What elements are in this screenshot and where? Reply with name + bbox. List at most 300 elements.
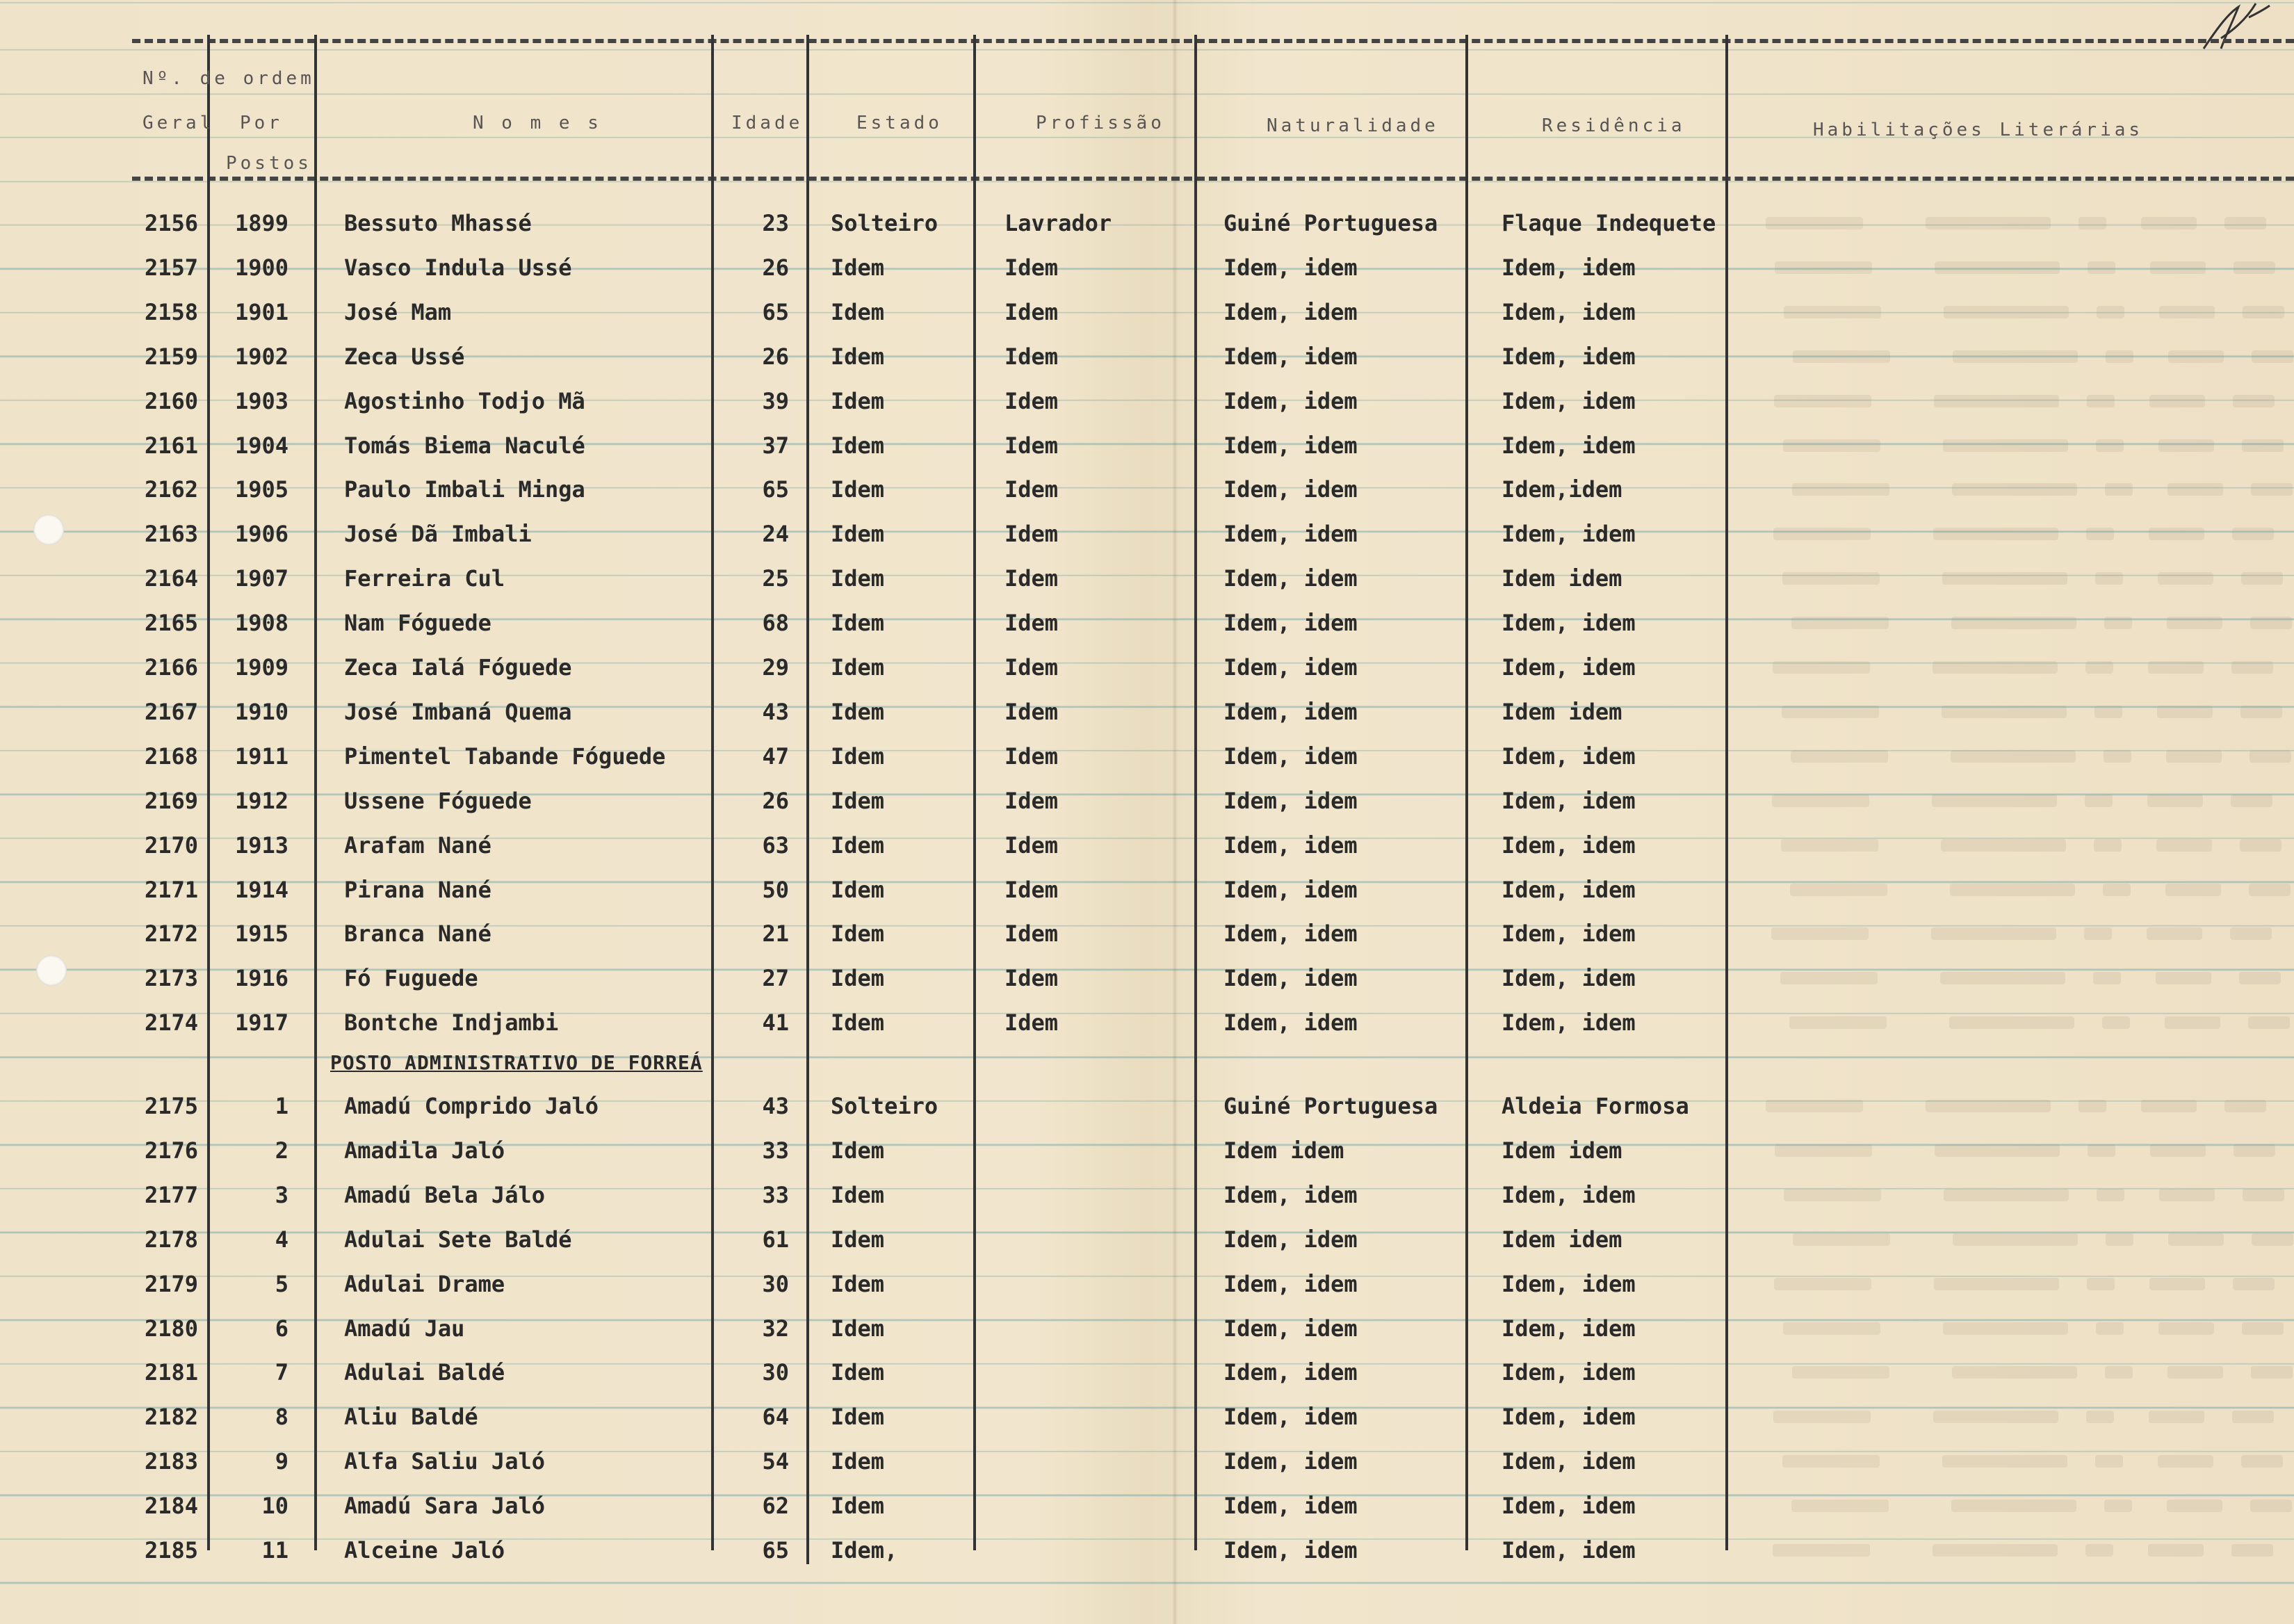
bleed-mark	[1782, 706, 1879, 718]
bleed-mark	[1934, 395, 2059, 407]
row-age: 24	[762, 521, 789, 548]
bleed-mark	[2240, 706, 2282, 718]
bleed-mark	[2084, 927, 2112, 940]
row-residence: Idem idem	[1502, 565, 1622, 592]
row-name: Amadú Jau	[344, 1315, 465, 1342]
row-status: Idem	[831, 1009, 885, 1037]
row-posto: 1915	[234, 920, 288, 948]
row-status: Idem	[831, 1270, 885, 1297]
row-geral: 2162	[144, 476, 198, 503]
bleed-mark	[1792, 1366, 1889, 1379]
bleed-mark	[1952, 483, 2077, 496]
table-row	[0, 1089, 2294, 1123]
table-row	[0, 561, 2294, 596]
row-geral: 2159	[144, 343, 198, 370]
row-geral: 2166	[144, 654, 198, 681]
row-geral: 2173	[144, 965, 198, 992]
bleed-mark	[2231, 661, 2273, 674]
row-age: 27	[762, 965, 789, 992]
bleed-mark	[1793, 350, 1890, 363]
bleed-mark	[2150, 1144, 2206, 1157]
bleed-mark	[1791, 617, 1889, 629]
row-status: Idem,	[831, 1537, 898, 1564]
bleed-mark	[2167, 1500, 2222, 1512]
row-age: 54	[762, 1448, 789, 1475]
row-residence: Idem, idem	[1502, 1404, 1636, 1431]
bleed-mark	[2085, 661, 2113, 674]
row-posto: 5	[275, 1270, 288, 1297]
row-status: Idem	[831, 742, 885, 770]
row-age: 64	[762, 1404, 789, 1431]
row-profession: Idem	[1004, 610, 1059, 637]
bleed-mark	[1933, 528, 2058, 540]
row-profession: Idem	[1004, 476, 1059, 503]
row-age: 23	[762, 210, 789, 236]
table-row	[0, 650, 2294, 685]
faded-bleed-through	[1752, 1362, 2280, 1383]
header-geral: Geral	[143, 113, 215, 133]
row-posto: 9	[275, 1448, 288, 1475]
row-geral: 2172	[144, 920, 198, 948]
bleed-mark	[2088, 1144, 2115, 1157]
row-profession: Idem	[1004, 787, 1059, 814]
bleed-mark	[1781, 839, 1878, 852]
bleed-mark	[1793, 1233, 1890, 1246]
bleed-mark	[1775, 1144, 1872, 1157]
row-birthplace: Idem, idem	[1223, 1448, 1358, 1475]
table-row	[0, 206, 2294, 241]
bleed-mark	[1771, 927, 1869, 940]
row-age: 41	[762, 1009, 789, 1037]
row-geral: 2161	[144, 432, 198, 459]
bleed-mark	[2234, 261, 2275, 274]
row-age: 61	[762, 1226, 789, 1253]
row-name: Bessuto Mhassé	[344, 210, 532, 236]
table-row	[0, 1133, 2294, 1168]
faded-bleed-through	[1752, 213, 2280, 234]
row-birthplace: Idem, idem	[1223, 565, 1358, 592]
row-name: Adulai Baldé	[344, 1359, 505, 1386]
faded-bleed-through	[1752, 790, 2280, 811]
row-name: José Imbaná Quema	[344, 698, 572, 725]
row-name: Nam Fóguede	[344, 610, 491, 637]
row-residence: Idem, idem	[1502, 521, 1636, 548]
bleed-mark	[2165, 1016, 2220, 1029]
row-profession: Idem	[1004, 965, 1059, 992]
bleed-mark	[1942, 1455, 2067, 1468]
bleed-mark	[1783, 439, 1880, 452]
table-row	[0, 517, 2294, 551]
row-residence: Idem, idem	[1502, 1359, 1636, 1386]
header-postos: Postos	[226, 153, 312, 174]
bleed-mark	[2104, 1500, 2132, 1512]
table-row	[0, 1267, 2294, 1301]
table-row	[0, 783, 2294, 818]
bleed-mark	[1942, 572, 2067, 585]
bleed-mark	[1791, 1500, 1889, 1512]
row-status: Idem	[831, 920, 885, 948]
row-status: Idem	[831, 432, 885, 459]
header-top-rule	[132, 39, 2294, 43]
bleed-mark	[2088, 261, 2115, 274]
faded-bleed-through	[1752, 612, 2280, 633]
bleed-mark	[1934, 1278, 2059, 1290]
bleed-mark	[2079, 217, 2106, 229]
row-geral: 2170	[144, 831, 198, 859]
row-residence: Idem, idem	[1502, 1448, 1636, 1475]
row-age: 65	[762, 476, 789, 503]
row-residence: Idem, idem	[1502, 1009, 1636, 1037]
row-geral: 2165	[144, 610, 198, 637]
row-birthplace: Idem, idem	[1223, 476, 1358, 503]
faded-bleed-through	[1752, 1140, 2280, 1161]
bleed-mark	[2105, 1366, 2133, 1379]
faded-bleed-through	[1752, 302, 2280, 323]
row-age: 30	[762, 1359, 789, 1386]
row-birthplace: Idem, idem	[1223, 1009, 1358, 1037]
row-geral: 2174	[144, 1009, 198, 1037]
row-posto: 1900	[234, 254, 288, 281]
row-birthplace: Idem, idem	[1223, 1537, 1358, 1564]
bleed-mark	[1935, 1144, 2060, 1157]
row-posto: 1906	[234, 521, 288, 548]
row-name: Branca Nané	[344, 920, 491, 948]
row-age: 32	[762, 1315, 789, 1342]
row-birthplace: Idem, idem	[1223, 387, 1358, 414]
faded-bleed-through	[1752, 1406, 2280, 1427]
bleed-mark	[2079, 1100, 2106, 1112]
bleed-mark	[2141, 1100, 2197, 1112]
bleed-mark	[2243, 306, 2284, 318]
faded-bleed-through	[1752, 568, 2280, 589]
bleed-mark	[1926, 217, 2051, 229]
row-name: Ussene Fóguede	[344, 787, 532, 814]
row-birthplace: Idem, idem	[1223, 298, 1358, 325]
bleed-mark	[1773, 528, 1871, 540]
row-residence: Idem, idem	[1502, 432, 1636, 459]
row-age: 37	[762, 432, 789, 459]
bleed-mark	[2147, 927, 2202, 940]
row-profession: Idem	[1004, 298, 1059, 325]
row-profession: Idem	[1004, 254, 1059, 281]
bleed-mark	[1935, 261, 2060, 274]
row-geral: 2183	[144, 1448, 198, 1475]
faded-bleed-through	[1752, 1540, 2280, 1561]
row-age: 21	[762, 920, 789, 948]
row-posto: 1913	[234, 831, 288, 859]
row-age: 43	[762, 1093, 789, 1119]
header-naturalidade: Naturalidade	[1267, 115, 1439, 136]
row-profession: Idem	[1004, 876, 1059, 903]
bleed-mark	[2240, 839, 2281, 852]
bleed-mark	[2158, 572, 2213, 585]
bleed-mark	[2234, 1144, 2275, 1157]
row-posto: 1901	[234, 298, 288, 325]
faded-bleed-through	[1752, 479, 2280, 500]
row-residence: Idem, idem	[1502, 610, 1636, 637]
row-birthplace: Idem, idem	[1223, 1315, 1358, 1342]
bleed-mark	[2094, 839, 2122, 852]
bleed-mark	[2242, 439, 2284, 452]
bleed-mark	[2141, 217, 2197, 229]
row-birthplace: Idem, idem	[1223, 254, 1358, 281]
bleed-mark	[2233, 1278, 2275, 1290]
row-name: Fó Fuguede	[344, 965, 478, 992]
row-geral: 2178	[144, 1226, 198, 1253]
row-profession: Idem	[1004, 831, 1059, 859]
row-posto: 1903	[234, 387, 288, 414]
bleed-mark	[1773, 661, 1870, 674]
faded-bleed-through	[1752, 835, 2280, 856]
row-residence: Idem idem	[1502, 1226, 1622, 1253]
row-posto: 3	[275, 1181, 288, 1208]
row-residence: Idem idem	[1502, 1137, 1622, 1164]
row-status: Idem	[831, 387, 885, 414]
row-geral: 2164	[144, 565, 198, 592]
row-status: Idem	[831, 1137, 885, 1164]
table-row	[0, 472, 2294, 507]
row-residence: Idem, idem	[1502, 876, 1636, 903]
row-geral: 2163	[144, 521, 198, 548]
row-age: 65	[762, 298, 789, 325]
table-row	[0, 916, 2294, 951]
bleed-mark	[2224, 217, 2266, 229]
row-status: Idem	[831, 1359, 885, 1386]
row-name: Bontche Indjambi	[344, 1009, 559, 1037]
faded-bleed-through	[1752, 1451, 2280, 1472]
bleed-mark	[2150, 261, 2206, 274]
row-name: Amadú Sara Jaló	[344, 1493, 545, 1520]
bleed-mark	[1773, 1544, 1870, 1557]
bleed-mark	[2243, 1189, 2284, 1201]
bleed-mark	[2165, 884, 2221, 896]
row-status: Idem	[831, 1404, 885, 1431]
bleed-mark	[1792, 483, 1889, 496]
row-birthplace: Idem, idem	[1223, 1359, 1358, 1386]
bleed-mark	[2097, 1189, 2124, 1201]
bleed-mark	[2252, 1233, 2293, 1246]
bleed-mark	[2251, 1366, 2293, 1379]
row-residence: Flaque Indequete	[1502, 210, 1716, 236]
bleed-mark	[2149, 528, 2204, 540]
table-row	[0, 295, 2294, 330]
row-status: Idem	[831, 254, 885, 281]
row-age: 50	[762, 876, 789, 903]
row-residence: Idem, idem	[1502, 965, 1636, 992]
row-name: Tomás Biema Naculé	[344, 432, 585, 459]
bleed-mark	[2232, 528, 2274, 540]
row-age: 26	[762, 254, 789, 281]
row-status: Idem	[831, 698, 885, 725]
row-status: Idem	[831, 521, 885, 548]
row-age: 68	[762, 610, 789, 637]
header-estado: Estado	[856, 113, 943, 133]
bleed-mark	[1780, 972, 1878, 984]
row-geral: 2179	[144, 1270, 198, 1297]
row-residence: Idem, idem	[1502, 742, 1636, 770]
handwritten-initials	[2190, 0, 2273, 63]
row-name: Pirana Nané	[344, 876, 491, 903]
faded-bleed-through	[1752, 391, 2280, 412]
row-residence: Idem,idem	[1502, 476, 1622, 503]
row-posto: 1910	[234, 698, 288, 725]
row-name: Zeca Ialá Fóguede	[344, 654, 572, 681]
bleed-mark	[1775, 261, 1872, 274]
row-status: Idem	[831, 876, 885, 903]
row-geral: 2181	[144, 1359, 198, 1386]
header-por: Por	[240, 113, 283, 133]
row-birthplace: Idem, idem	[1223, 787, 1358, 814]
row-name: Alceine Jaló	[344, 1537, 505, 1564]
row-name: Adulai Drame	[344, 1270, 505, 1297]
faded-bleed-through	[1752, 346, 2280, 367]
bleed-mark	[1774, 395, 1871, 407]
bleed-mark	[2087, 1278, 2115, 1290]
table-row	[0, 739, 2294, 774]
row-posto: 1907	[234, 565, 288, 592]
bleed-mark	[1784, 306, 1881, 318]
table-row	[0, 339, 2294, 374]
row-age: 62	[762, 1493, 789, 1520]
row-geral: 2160	[144, 387, 198, 414]
row-birthplace: Idem, idem	[1223, 698, 1358, 725]
row-age: 26	[762, 343, 789, 370]
row-posto: 1911	[234, 742, 288, 770]
row-geral: 2168	[144, 742, 198, 770]
table-row	[0, 1355, 2294, 1390]
table-row	[0, 961, 2294, 996]
bleed-mark	[2149, 395, 2205, 407]
table-row	[0, 828, 2294, 863]
row-status: Idem	[831, 1448, 885, 1475]
row-name: Amadú Bela Jálo	[344, 1181, 545, 1208]
row-name: Paulo Imbali Minga	[344, 476, 585, 503]
table-row	[0, 1533, 2294, 1568]
row-posto: 6	[275, 1315, 288, 1342]
row-name: Agostinho Todjo Mã	[344, 387, 585, 414]
bleed-mark	[2233, 395, 2275, 407]
row-posto: 1	[275, 1093, 288, 1119]
row-status: Idem	[831, 831, 885, 859]
bleed-mark	[1784, 1189, 1881, 1201]
faded-bleed-through	[1752, 879, 2280, 900]
faded-bleed-through	[1752, 923, 2280, 944]
row-profession: Lavrador	[1004, 210, 1112, 236]
row-profession: Idem	[1004, 742, 1059, 770]
row-birthplace: Idem, idem	[1223, 610, 1358, 637]
faded-bleed-through	[1752, 746, 2280, 767]
table-row	[0, 428, 2294, 463]
row-birthplace: Idem, idem	[1223, 920, 1358, 948]
bleed-mark	[2148, 1544, 2204, 1557]
row-status: Idem	[831, 1181, 885, 1208]
header-habilitacoes: Habilitações Literárias	[1813, 120, 2144, 140]
header-profissao: Profissão	[1036, 113, 1165, 133]
faded-bleed-through	[1752, 701, 2280, 722]
bleed-mark	[2086, 528, 2114, 540]
bleed-mark	[2250, 1500, 2292, 1512]
bleed-mark	[1944, 306, 2069, 318]
row-posto: 1904	[234, 432, 288, 459]
row-residence: Idem, idem	[1502, 831, 1636, 859]
bleed-mark	[2167, 1366, 2223, 1379]
faded-bleed-through	[1752, 1274, 2280, 1294]
bleed-mark	[2158, 439, 2214, 452]
faded-bleed-through	[1752, 435, 2280, 456]
row-name: Adulai Sete Baldé	[344, 1226, 572, 1253]
row-birthplace: Idem, idem	[1223, 876, 1358, 903]
row-profession: Idem	[1004, 920, 1059, 948]
table-row	[0, 1311, 2294, 1346]
bleed-mark	[1951, 617, 2076, 629]
row-birthplace: Idem, idem	[1223, 1181, 1358, 1208]
row-profession: Idem	[1004, 343, 1059, 370]
row-posto: 1908	[234, 610, 288, 637]
row-name: Vasco Indula Ussé	[344, 254, 572, 281]
row-posto: 1899	[234, 210, 288, 236]
bleed-mark	[2157, 706, 2213, 718]
row-status: Idem	[831, 343, 885, 370]
bleed-mark	[2168, 350, 2224, 363]
bleed-mark	[1789, 1016, 1887, 1029]
faded-bleed-through	[1752, 257, 2280, 278]
row-status: Solteiro	[831, 210, 938, 236]
row-posto: 7	[275, 1359, 288, 1386]
row-age: 63	[762, 831, 789, 859]
row-profession: Idem	[1004, 1009, 1059, 1037]
header-nomes: N o m e s	[473, 113, 602, 133]
section-title: POSTO ADMINISTRATIVO DE FORREÁ	[330, 1051, 703, 1074]
faded-bleed-through	[1752, 523, 2280, 544]
row-residence: Idem, idem	[1502, 1270, 1636, 1297]
bleed-mark	[1944, 1189, 2069, 1201]
row-birthplace: Idem, idem	[1223, 432, 1358, 459]
row-name: Aliu Baldé	[344, 1404, 478, 1431]
bleed-mark	[2095, 1455, 2123, 1468]
bleed-mark	[2252, 350, 2293, 363]
row-residence: Idem, idem	[1502, 1315, 1636, 1342]
bleed-mark	[2106, 1233, 2133, 1246]
bleed-mark	[2167, 617, 2222, 629]
row-geral: 2171	[144, 876, 198, 903]
bleed-mark	[1932, 795, 2057, 807]
row-residence: Idem, idem	[1502, 654, 1636, 681]
bleed-mark	[2230, 927, 2272, 940]
bleed-mark	[1766, 1100, 1863, 1112]
row-profession: Idem	[1004, 387, 1059, 414]
row-status: Idem	[831, 565, 885, 592]
bleed-mark	[2103, 884, 2131, 896]
row-geral: 2175	[144, 1093, 198, 1119]
row-name: Ferreira Cul	[344, 565, 505, 592]
table-row	[0, 384, 2294, 419]
row-name: Zeca Ussé	[344, 343, 465, 370]
bleed-mark	[2166, 750, 2222, 763]
bleed-mark	[2087, 395, 2115, 407]
bleed-mark	[2251, 483, 2293, 496]
bleed-mark	[2156, 972, 2211, 984]
bleed-mark	[1933, 661, 2058, 674]
row-geral: 2167	[144, 698, 198, 725]
bleed-mark	[1943, 1322, 2068, 1335]
bleed-mark	[1926, 1100, 2051, 1112]
bleed-mark	[2102, 1016, 2130, 1029]
row-birthplace: Guiné Portuguesa	[1223, 210, 1438, 236]
row-posto: 8	[275, 1404, 288, 1431]
bleed-mark	[1782, 1455, 1880, 1468]
bleed-mark	[1782, 572, 1880, 585]
table-row	[0, 1444, 2294, 1479]
